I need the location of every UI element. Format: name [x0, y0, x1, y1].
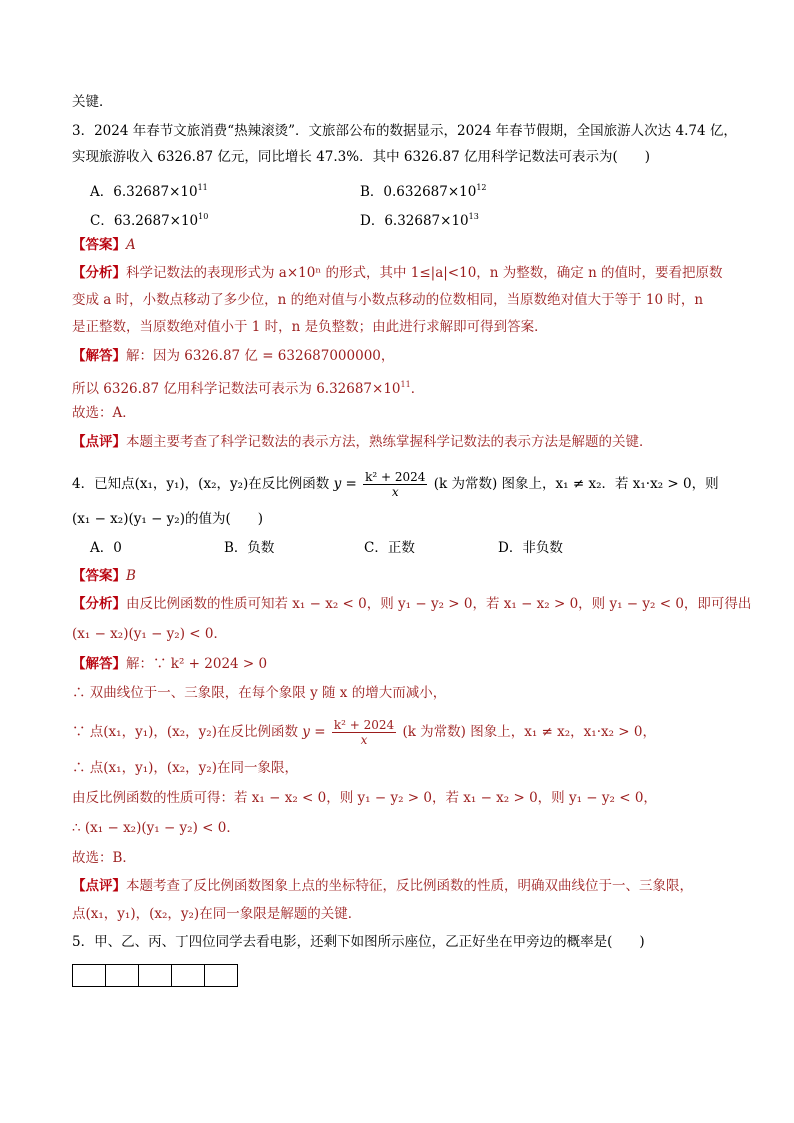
question-3-stem-line2: 实现旅游收入 6326.87 亿元，同比增长 47.3%．其中 6326.87 亿用科学记数法可表示为( ) — [72, 149, 651, 165]
q3-option-a: A．$6.32687\times 10^{11}$ — [90, 183, 208, 200]
q3-solution-line1: 【解答】解：因为 6326.87 亿 = 632687000000， — [72, 348, 395, 364]
question-4-stem-line2: (x₁ − x₂)(y₁ − y₂)的值为( ) — [72, 511, 264, 527]
question-5-stem: 5．甲、乙、丙、丁四位同学去看电影，还剩下如图所示座位，乙正好坐在甲旁边的概率是( ) — [72, 934, 645, 950]
q3-option-d: D．$6.32687\times 10^{13}$ — [360, 212, 479, 229]
seat-box — [105, 964, 139, 987]
q3-analysis-line1: 【分析】科学记数法的表现形式为 a×10ⁿ 的形式，其中 1≤|a|<10，n 为整数，确定 n 的值时，要看把原数 — [72, 265, 723, 281]
q3-answer: 【答案】A — [72, 237, 136, 253]
question-3-stem-line1: 3．2024 年春节文旅消费“热辣滚烫”．文旅部公布的数据显示，2024 年春节假期，全国旅游人次达 4.74 亿， — [72, 123, 737, 139]
q3-pick: 故选：A． — [72, 405, 136, 421]
q4-analysis-line2: (x₁ − x₂)(y₁ − y₂) < 0． — [72, 626, 227, 642]
q4-solution-fraction: $\frac{\text{k² + 2024}}{x}$ — [333, 718, 395, 747]
question-4-stem-line1: 4．已知点(x₁，y₁)，(x₂，y₂)在反比例函数 y = $\frac{\text{k² + 2024}}{x}$ (k 为常数) 图象上，x₁ ≠ x₂．若 x₁·x₂ > 0，则 — [72, 470, 719, 499]
q4-comment-line1: 【点评】本题考查了反比例函数图象上点的坐标特征，反比例函数的性质，明确双曲线位于一、三象限， — [72, 878, 693, 894]
q4-fraction: $\frac{\text{k² + 2024}}{x}$ — [365, 470, 426, 499]
seat-diagram — [72, 964, 238, 987]
q3-option-c: C．$63.2687\times 10^{10}$ — [90, 212, 209, 229]
q4-solution-line4: ∴ 点(x₁，y₁)，(x₂，y₂)在同一象限， — [72, 760, 298, 776]
q4-option-b: B．负数 — [224, 540, 275, 556]
q4-answer: 【答案】B — [72, 568, 136, 584]
q4-solution-line1: 【解答】解：∵ k² + 2024 > 0 — [72, 656, 268, 672]
seat-box — [171, 964, 205, 987]
q4-option-d: D．非负数 — [498, 540, 563, 556]
q4-solution-line6: ∴ (x₁ − x₂)(y₁ − y₂) < 0． — [72, 820, 240, 836]
q3-solution-line2: 所以 6326.87 亿用科学记数法可表示为 $6.32687\times 10^{11}$． — [72, 380, 425, 397]
q3-option-b: B．$0.632687\times 10^{12}$ — [360, 183, 487, 200]
q4-pick: 故选：B． — [72, 850, 136, 866]
q4-comment-line2: 点(x₁，y₁)，(x₂，y₂)在同一象限是解题的关键． — [72, 906, 362, 922]
q3-comment: 【点评】本题主要考查了科学记数法的表示方法，熟练掌握科学记数法的表示方法是解题的关键． — [72, 434, 653, 450]
seat-box — [204, 964, 238, 987]
q4-solution-line2: ∴ 双曲线位于一、三象限，在每个象限 y 随 x 的增大而减小， — [72, 685, 447, 701]
text-line: 关键． — [72, 94, 113, 110]
seat-box — [72, 964, 106, 987]
seat-box — [138, 964, 172, 987]
q4-analysis-line1: 【分析】由反比例函数的性质可知若 x₁ − x₂ < 0，则 y₁ − y₂ > 0，若 x₁ − x₂ > 0，则 y₁ − y₂ < 0，即可得出 — [72, 596, 752, 612]
q3-analysis-line3: 是正整数，当原数绝对值小于 1 时，n 是负整数；由此进行求解即可得到答案． — [72, 319, 548, 335]
q4-option-a: A．0 — [90, 540, 122, 556]
q4-option-c: C．正数 — [364, 540, 415, 556]
q3-analysis-line2: 变成 a 时，小数点移动了多少位，n 的绝对值与小数点移动的位数相同，当原数绝对值大于等于 10 时，n — [72, 292, 704, 308]
q4-solution-line5: 由反比例函数的性质可得：若 x₁ − x₂ < 0，则 y₁ − y₂ > 0，若 x₁ − x₂ > 0，则 y₁ − y₂ < 0， — [72, 790, 657, 806]
q4-solution-line3: ∵ 点(x₁，y₁)，(x₂，y₂)在反比例函数 y = $\frac{\text{k² + 2024}}{x}$ (k 为常数) 图象上，x₁ ≠ x₂，x₁·x₂ > 0， — [72, 718, 657, 747]
